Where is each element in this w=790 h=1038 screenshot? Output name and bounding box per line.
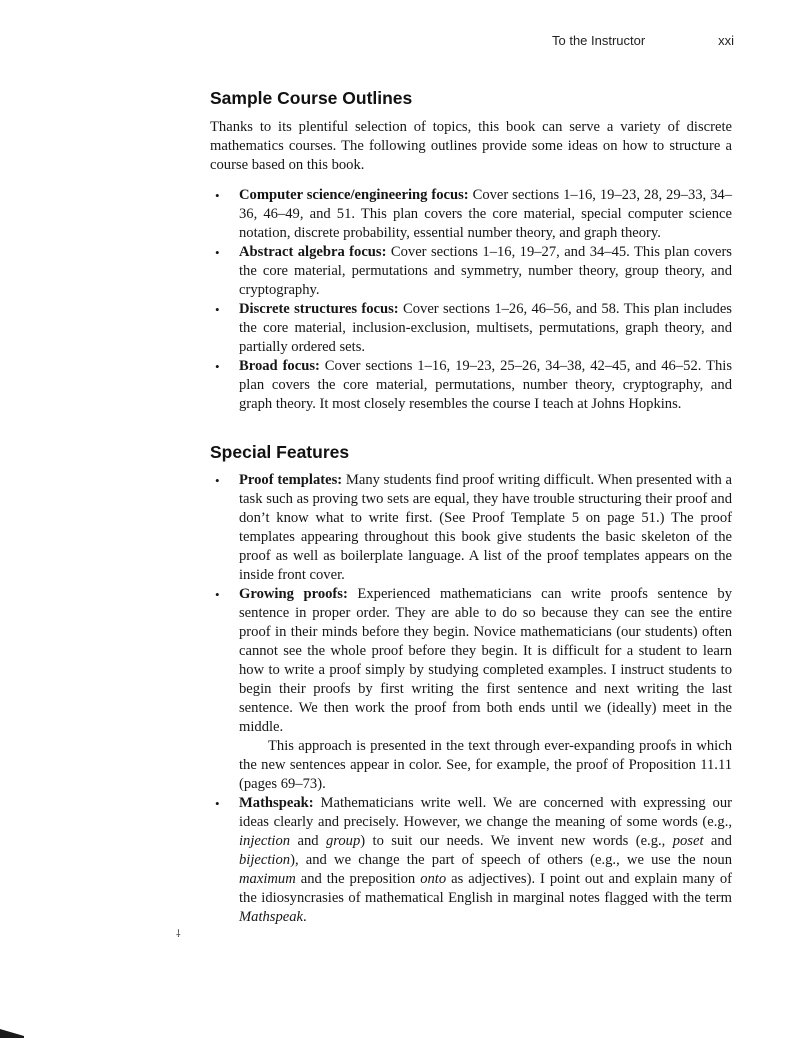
- list-item: [210, 357, 732, 414]
- item-text: Mathematicians write well. We are concerned with expressing our ideas clearly and precisely. However, we change the meaning of some words (e.g.,: [239, 795, 732, 830]
- page-number: xxi: [718, 33, 734, 48]
- emphasis-term: onto: [420, 871, 447, 887]
- bullet-icon: •: [215, 796, 220, 811]
- emphasis-term: group: [325, 833, 361, 849]
- intro-paragraph: Thanks to its plentiful selection of topics, this book can serve a variety of discrete mathematics courses. The following outlines provide some ideas on how to structure a course based on this book.: [210, 119, 732, 173]
- bullet-icon: •: [215, 473, 220, 488]
- emphasis-term: maximum: [239, 871, 296, 887]
- item-text: Many students find proof writing difficult. When presented with a task such as proving two sets are equal, they have trouble structuring their proof and don’t know what to write first. (See Proof Template 5 on page 51.) The proof templates appearing throughout this book give students the basic skeleton of the proof as well as boilerplate language. A list of the proof templates appears on the inside front cover.: [239, 472, 732, 583]
- item-label: Computer science/engineering focus:: [239, 187, 469, 203]
- section-heading: Sample Course Outlines: [210, 88, 413, 108]
- bullet-icon: •: [215, 359, 220, 374]
- features-list: [210, 471, 732, 927]
- item-label: Abstract algebra focus:: [239, 244, 387, 260]
- emphasis-term: Mathspeak: [239, 909, 304, 925]
- item-label: Growing proofs:: [239, 586, 348, 602]
- list-item: [210, 794, 732, 927]
- item-text: ), and we change the part of speech of others (e.g., we use the noun: [290, 852, 732, 868]
- section-heading: Special Features: [210, 442, 350, 462]
- item-text: and the preposition: [295, 871, 421, 887]
- special-features-section: [210, 440, 732, 927]
- scan-speck-mark: ⸸: [176, 929, 181, 940]
- course-outline-list: [210, 186, 732, 414]
- list-item: [210, 186, 732, 243]
- sample-course-outlines-section: [210, 86, 732, 414]
- bullet-icon: •: [215, 245, 220, 260]
- item-text: Cover sections 1–16, 19–23, 25–26, 34–38, 42–45, and 46–52. This plan covers the core material, permutations, number theory, cryptography, and graph theory. It most closely resembles the course I teach at Johns Hopkins.: [239, 358, 732, 412]
- list-item: [210, 585, 732, 794]
- list-item: [210, 243, 732, 300]
- item-paragraph: [239, 585, 732, 737]
- item-continuation: This approach is presented in the text through ever-expanding proofs in which the new sentences appear in color. See, for example, the proof of Proposition 11.11 (pages 69–73).: [239, 738, 732, 792]
- running-head: [552, 33, 734, 51]
- bullet-icon: •: [215, 587, 220, 602]
- item-text: Experienced mathematicians can write proofs sentence by sentence in proper order. They are able to do so because they can see the entire proof in their minds before they begin. Novice mathematicians (our students) often cannot see the whole proof before they begin. It is difficult for a student to learn how to write a proof simply by studying completed examples. I instruct students to begin their proofs by first writing the first sentence and next writing the last sentence. We then work the proof from both ends until we (ideally) meet in the middle.: [239, 586, 732, 735]
- emphasis-term: bijection: [239, 852, 291, 868]
- item-text: .: [303, 909, 307, 925]
- item-text: and: [703, 833, 732, 849]
- running-title: To the Instructor: [552, 33, 646, 48]
- item-label: Proof templates:: [239, 472, 343, 488]
- scan-edge-shadow: [0, 1020, 26, 1038]
- emphasis-term: poset: [672, 833, 704, 849]
- item-label: Mathspeak:: [239, 795, 314, 811]
- page-content: [210, 86, 732, 927]
- item-text: Cover sections 1–26, 46–56, and 58. This plan includes the core material, inclusion-exclusion, multisets, permutations, graph theory, and partially ordered sets.: [239, 301, 732, 355]
- item-text: as adjectives). I point out and explain many of the idiosyncrasies of mathematical English in marginal notes flagged with the term: [239, 871, 732, 906]
- bullet-icon: •: [215, 188, 220, 203]
- item-label: Discrete structures focus:: [239, 301, 399, 317]
- bullet-icon: •: [215, 302, 220, 317]
- item-text: Cover sections 1–16, 19–23, 28, 29–33, 34–36, 46–49, and 51. This plan covers the core material, special computer science notation, discrete probability, essential number theory, and graph theory.: [239, 187, 732, 241]
- list-item: [210, 300, 732, 357]
- item-text: and: [290, 833, 326, 849]
- list-item: [210, 471, 732, 585]
- item-text: ) to suit our needs. We invent new words (e.g.,: [360, 833, 673, 849]
- item-label: Broad focus:: [239, 358, 320, 374]
- emphasis-term: injection: [239, 833, 291, 849]
- item-text: Cover sections 1–16, 19–27, and 34–45. This plan covers the core material, permutations and symmetry, number theory, group theory, and cryptography.: [239, 244, 732, 298]
